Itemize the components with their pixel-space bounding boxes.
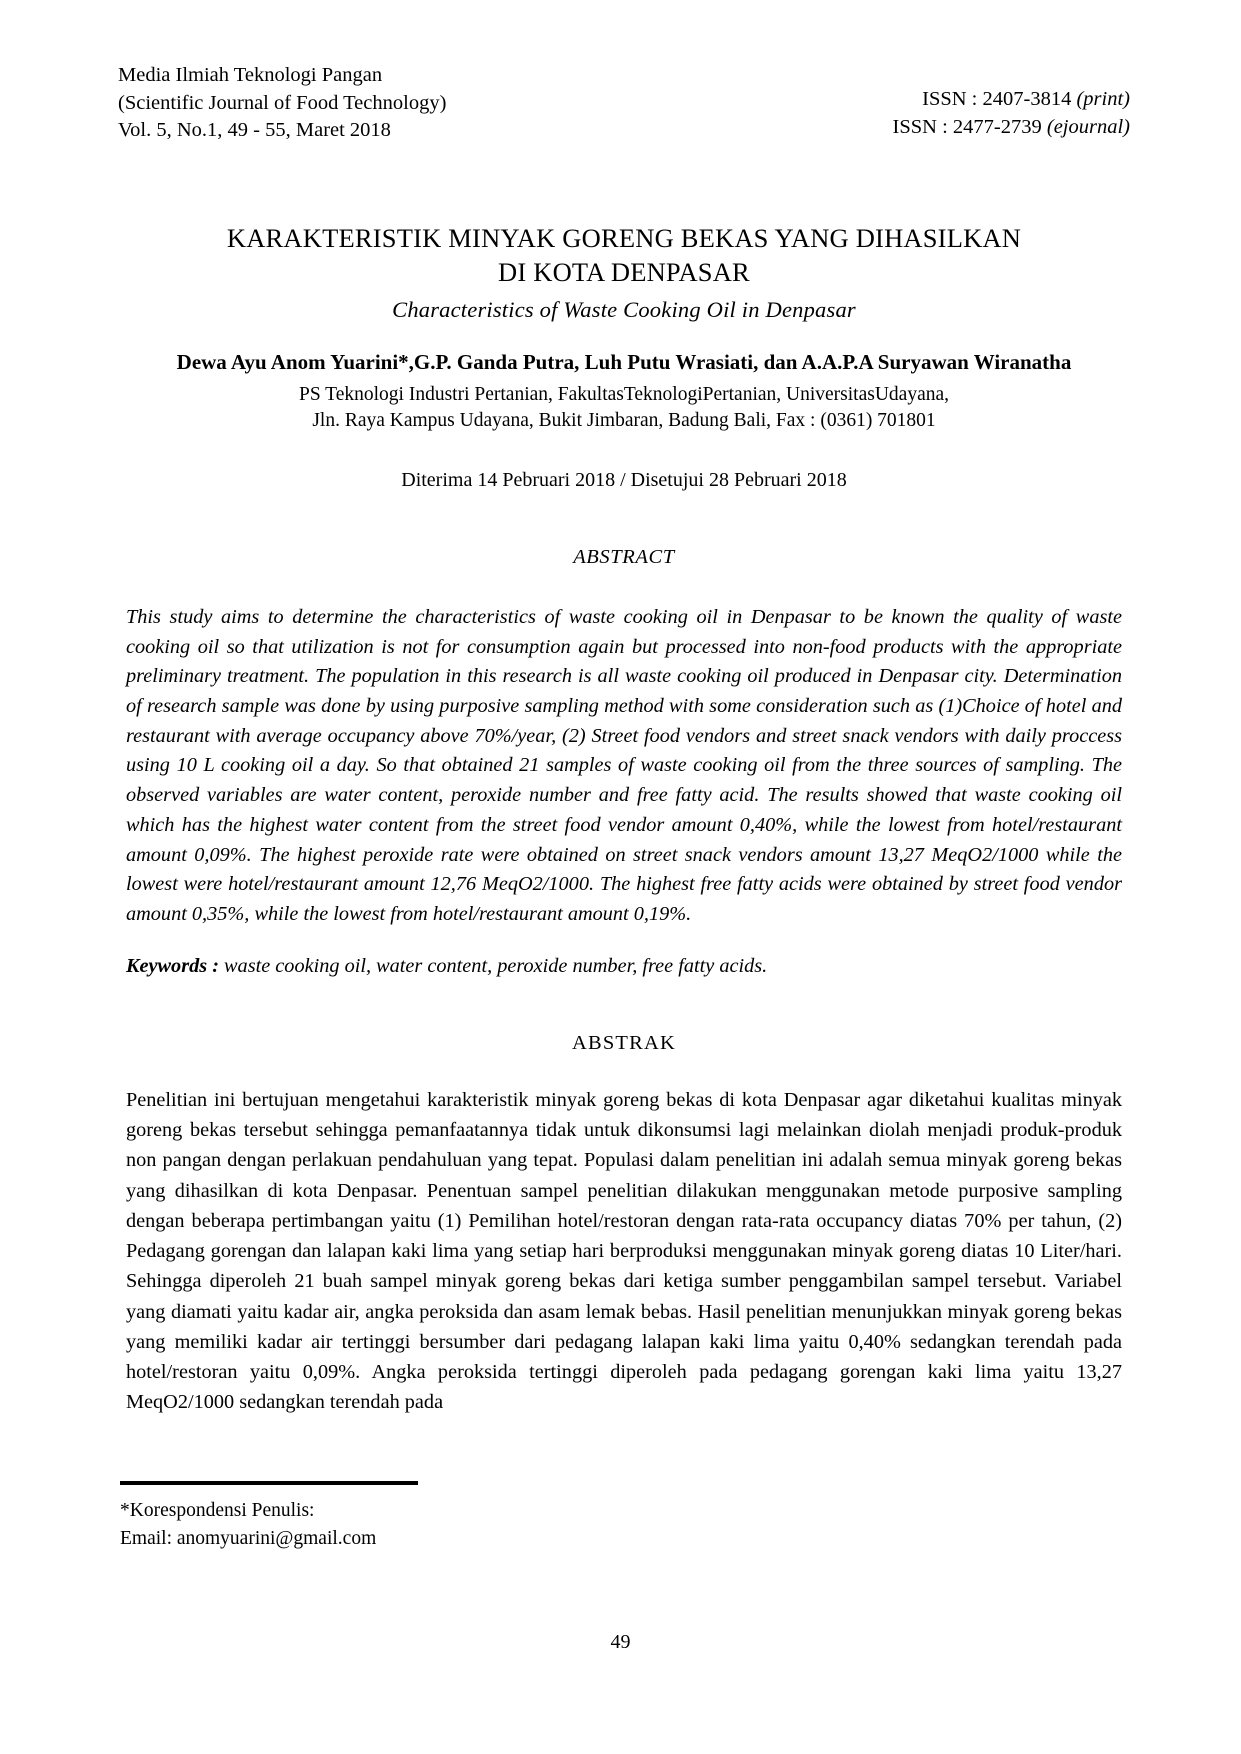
abstract-body-english: This study aims to determine the characteristics of waste cooking oil in Denpasar to be known the quality of waste cooking oil so that utilization is not for consumption again but processed into non-food products with the appropriate preliminary treatment. The population in this research is all waste cooking oil produced in Denpasar city. Determination of research sample was done by using purposive sampling method with some consideration such as (1)Choice of hotel and restaurant with average occupancy above 70%/year, (2) Street food vendors and street snack vendors with daily proccess using 10 L cooking oil a day. So that obtained 21 samples of waste cooking oil from the three sources of sampling. The observed variables are water content, peroxide number and free fatty acid. The results showed that waste cooking oil which has the highest water content from the street food vendor amount 0,40%, while the lowest from hotel/restaurant amount 0,09%. The highest peroxide rate were obtained on street snack vendors amount 13,27 MeqO2/1000 while the lowest were hotel/restaurant amount 12,76 MeqO2/1000. The highest free fatty acids were obtained by street food vendor amount 0,35%, while the lowest from hotel/restaurant amount 0,19%.: [126, 605, 1122, 926]
page-subtitle: Characteristics of Waste Cooking Oil in Denpasar: [392, 296, 856, 322]
affiliation-line-1: PS Teknologi Industri Pertanian, FakultasTeknologiPertanian, UniversitasUdayana,: [298, 383, 950, 405]
footnote-divider: [120, 1481, 418, 1485]
keywords-label: Keywords :: [126, 954, 225, 977]
issn-print-number: ISSN : 2407-3814: [922, 88, 1077, 110]
title-block: [118, 221, 1130, 492]
masthead: [118, 62, 1130, 145]
corresponding-author-label: *Korespondensi Penulis:: [120, 1500, 315, 1521]
page-title: [118, 221, 1130, 290]
corresponding-author-note: [120, 1497, 376, 1554]
corresponding-author-email: Email: anomyuarini@gmail.com: [120, 1528, 377, 1550]
keywords-value: waste cooking oil, water content, peroxide number, free fatty acids.: [224, 954, 768, 977]
keywords-line: [118, 955, 1130, 978]
journal-volume-line: Vol. 5, No.1, 49 - 55, Maret 2018: [118, 119, 391, 142]
issn-print-type: (print): [1076, 88, 1130, 110]
author-list: Dewa Ayu Anom Yuarini*,G.P. Ganda Putra, Luh Putu Wrasiati, dan A.A.P.A Suryawan Wiranatha: [176, 349, 1072, 374]
masthead-issn-info: [893, 62, 1130, 141]
abstract-body-indonesian: Penelitian ini bertujuan mengetahui karakteristik minyak goreng bekas di kota Denpasar agar diketahui kualitas minyak goreng bekas tersebut sehingga pemanfaatannya tidak untuk dikonsumsi lagi melainkan diolah menjadi produk-produk non pangan dengan perlakuan pendahuluan yang tepat. Populasi dalam penelitian ini adalah semua minyak goreng bekas yang dihasilkan di kota Denpasar. Penentuan sampel penelitian dilakukan menggunakan metode purposive sampling dengan beberapa pertimbangan yaitu (1) Pemilihan hotel/restoran dengan rata-rata occupancy diatas 70% per tahun, (2) Pedagang gorengan dan lalapan kaki lima yang setiap hari berproduksi menggunakan minyak goreng diatas 10 Liter/hari. Sehingga diperoleh 21 buah sampel minyak goreng bekas dari ketiga sumber penggambilan sampel tersebut. Variabel yang diamati yaitu kadar air, angka peroksida dan asam lemak bebas. Hasil penelitian menunjukkan minyak goreng bekas yang memiliki kadar air tertinggi bersumber dari pedagang lalapan kaki lima yaitu 0,40% sedangkan terendah pada hotel/restoran yaitu 0,09%. Angka peroksida tertinggi diperoleh pada pedagang gorengan kaki lima yaitu 13,27 MeqO2/1000 sedangkan terendah pada: [126, 1088, 1122, 1414]
issn-ejournal: [893, 114, 1130, 142]
abstract-heading-english: ABSTRACT: [573, 545, 675, 568]
journal-name: Media Ilmiah Teknologi Pangan: [118, 64, 383, 86]
journal-name-english: (Scientific Journal of Food Technology): [118, 91, 447, 114]
page-number: 49: [610, 1631, 631, 1653]
masthead-journal-info: [118, 62, 446, 145]
page-title-line-2: DI KOTA DENPASAR: [498, 257, 750, 288]
page-content: [118, 62, 1130, 1417]
issn-print: [893, 86, 1130, 114]
submission-dates: Diterima 14 Pebruari 2018 / Disetujui 28 Pebruari 2018: [401, 468, 847, 491]
affiliation-line-2: Jln. Raya Kampus Udayana, Bukit Jimbaran, Badung Bali, Fax : (0361) 701801: [312, 410, 936, 432]
affiliation: [118, 382, 1130, 435]
abstract-heading-indonesian: ABSTRAK: [571, 1031, 677, 1054]
page-title-line-1: KARAKTERISTIK MINYAK GORENG BEKAS YANG DIHASILKAN: [226, 223, 1022, 254]
issn-ejournal-number: ISSN : 2477-2739: [892, 115, 1047, 138]
issn-ejournal-type: (ejournal): [1046, 115, 1130, 138]
